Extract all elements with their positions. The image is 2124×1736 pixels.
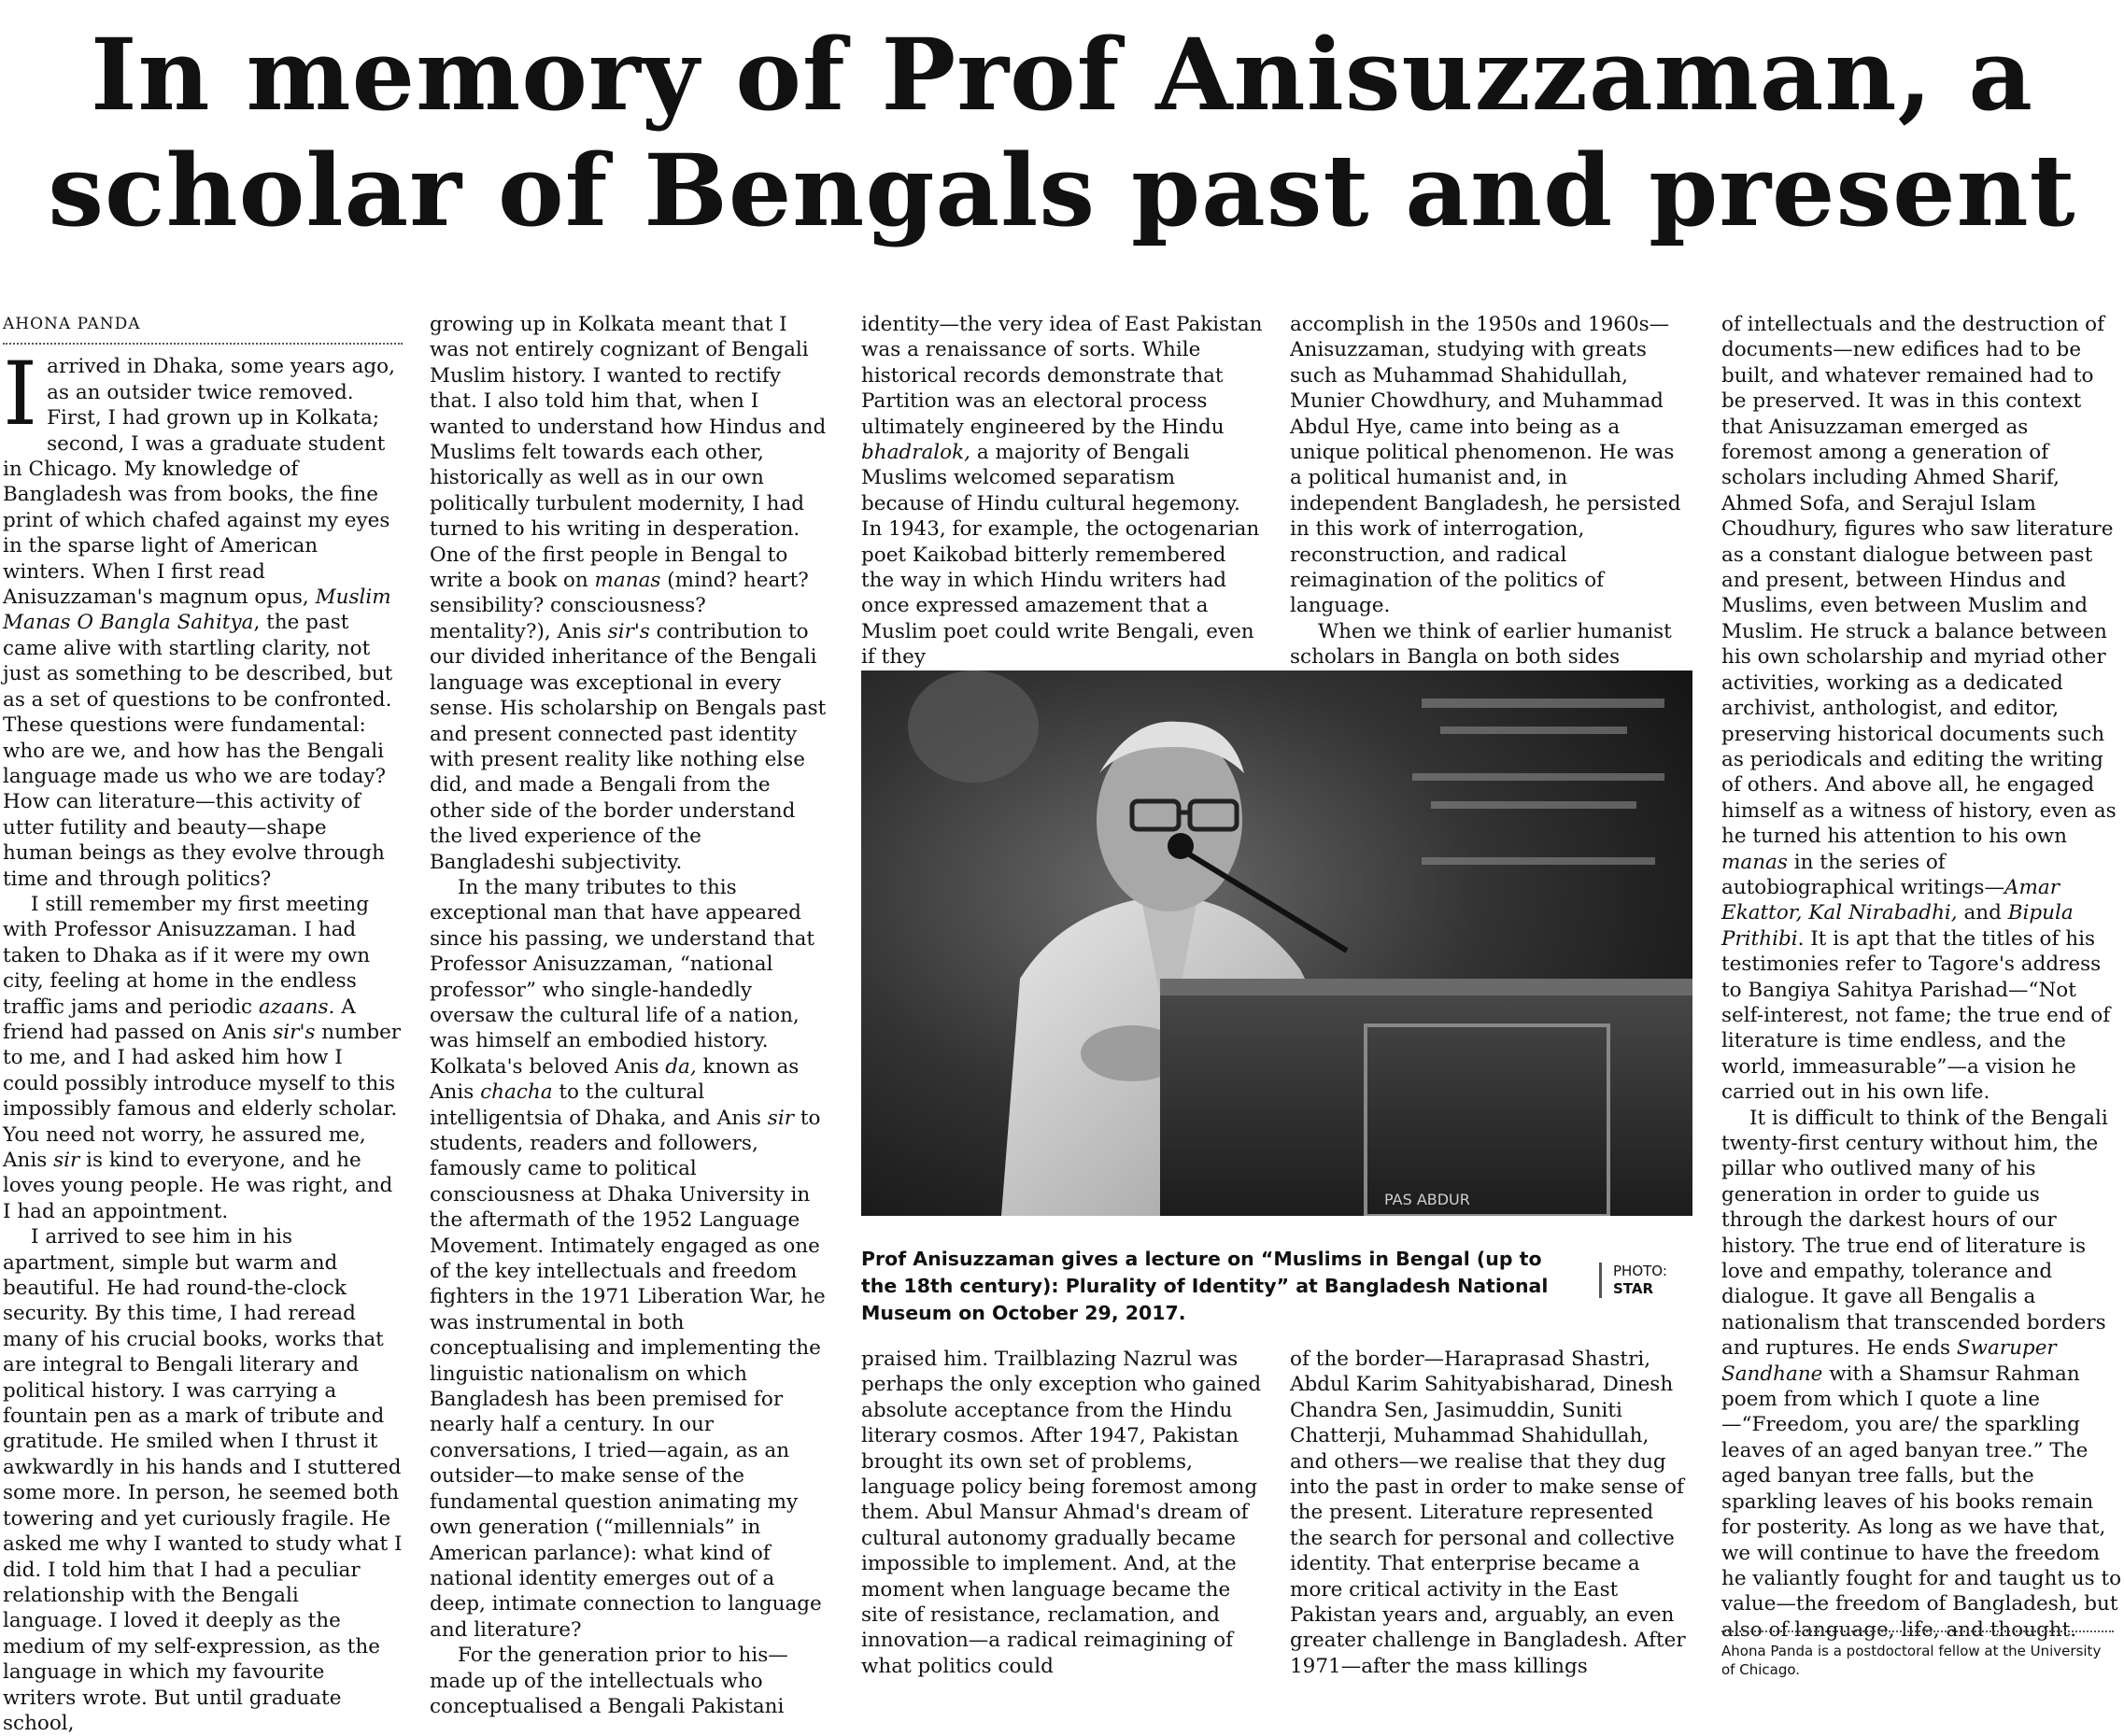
- paragraph: For the generation prior to his—made up of the intellectuals who conceptualised a Bengali Pakistani: [430, 1644, 788, 1718]
- podium-text: PAS ABDUR: [1384, 1191, 1470, 1208]
- drop-cap: I: [3, 344, 38, 446]
- podium-top: [1160, 979, 1692, 995]
- italic-word: sir's: [273, 1020, 316, 1044]
- text-run: known as Anis: [430, 1054, 800, 1105]
- column-3-top: [861, 312, 1263, 670]
- italic-title: Amar Ekattor, Kal Nirabadhi,: [1721, 875, 2060, 925]
- paragraph: [430, 875, 829, 1643]
- text-run: identity—the very idea of East Pakistan was a renaissance of sorts. While historical records demonstrate that Partition was an electoral process ultimately engineered by the Hindu: [861, 313, 1263, 439]
- photo-credit-label: PHOTO:: [1613, 1263, 1667, 1279]
- paragraph: praised him. Trailblazing Nazrul was perhaps the only exception who gained absolute acceptance from the Hindu literary cosmos. After 1947, Pakistan brought its own set of problems, language policy being foremost among them. Abul Mansur Ahmad's dream of cultural autonomy gradually became impossible to implement. And, at the moment when language became the site of resistance, reclamation, and innovation—a radical reimagining of what politics could: [861, 1348, 1262, 1678]
- banner-line: [1422, 857, 1655, 865]
- italic-word: sir: [767, 1106, 794, 1130]
- headline: In memory of Prof Anisuzzaman, a scholar of Bengals past and present: [48, 16, 2076, 248]
- text-run: In the many tributes to this exceptional man that have appeared since his passing, we understand that Professor Anisuzzaman, “national professor” who single-handedly oversaw the cultural life of a nation, was himself an embodied history. Kolkata's beloved Anis: [430, 875, 815, 1079]
- italic-word: sir's: [607, 619, 650, 643]
- text-run: of intellectuals and the destruction of documents—new edifices had to be built, and whatever remained had to be preserved. It was in this context that Anisuzzaman emerged as foremost among a generation of scholars including Ahmed Sharif, Ahmed Sofa, and Serajul Islam Choudhury, figures who saw literature as a constant dialogue between past and present, between Hindus and Muslims, even between Muslim and Muslim. He struck a balance between his own scholarship and myriad other activities, working as a dedicated archivist, anthologist, and editor, preserving historical documents such as periodicals and editing the writing of others. And above all, he engaged himself as a witness of history, even as he turned his attention to his own: [1721, 313, 2117, 849]
- paragraph: I arrived to see him in his apartment, simple but warm and beautiful. He had round-the-clock security. By this time, I had reread many of his crucial books, works that are integral to Bengali literary and political history. I was carrying a fountain pen as a mark of tribute and gratitude. He smiled when I thrust it awkwardly in his hands and I stuttered some more. In person, he seemed both towering and yet curiously fragile. He asked me why I wanted to study what I did. I told him that I had a peculiar relationship with the Bengali language. I loved it deeply as the medium of my self-expression, as the language in which my favourite writers wrote. But until graduate school,: [3, 1225, 403, 1735]
- text-run: arrived in Dhaka, some years ago, as an outsider twice removed. First, I had grown up in Kolkata; second, I was a graduate student in Chicago. My knowledge of Bangladesh was from books, the fine print of which chafed against my eyes in the sparse light of American winters. When I first read Anisuzzaman's magnum opus,: [3, 355, 395, 610]
- banner-line: [1412, 773, 1664, 781]
- italic-word: bhadralok,: [861, 441, 970, 465]
- text-run: (mind? heart? sensibility? consciousness? mentality?), Anis: [430, 569, 809, 643]
- column-5: [1721, 312, 2123, 1643]
- text-run: growing up in Kolkata meant that I was not entirely cognizant of Bengali Muslim history. I wanted to rectify that. I also told him that, when I wanted to understand how Hindus and Muslims felt towards each other, historically as well as in our own politically turbulent modernity, I had turned to his writing in desperation. One of the first people in Bengal to write a book on: [430, 313, 827, 593]
- banner-line: [1422, 699, 1664, 708]
- italic-title: Muslim Manas O Bangla Sahitya: [3, 586, 391, 635]
- paragraph: When we think of earlier humanist scholars in Bangla on both sides: [1290, 619, 1672, 670]
- text-run: with a Shamsur Rahman poem from which I quote a line—“Freedom, you are/ the sparkling leaves of an aged banyan tree.” The aged banyan tree falls, but the sparkling leaves of his books remain for posterity. As long as we have that, we will continue to have the freedom he valiantly fought for and taught us to value—the freedom of Bangladesh, but also of language, life, and thought.: [1721, 1362, 2122, 1642]
- photo-caption: Prof Anisuzzaman gives a lecture on “Muslims in Bengal (up to the 18th century): Plurality of Identity” at Bangladesh National Museum on October 29, 2017.: [861, 1248, 1549, 1324]
- paragraph: [1721, 312, 2123, 1106]
- text-run: is kind to everyone, and he loves young people. He was right, and I had an appointment.: [3, 1149, 393, 1223]
- text-run: contribution to our divided inheritance of the Bengali language was exceptional in every sense. His scholarship on Bengals past and present connected past identity with present reality like nothing else did, and made a Bengali from the other side of the border understand the lived experience of the Bangladeshi subjectivity.: [430, 619, 827, 874]
- paragraph: [3, 344, 403, 892]
- text-run: . It is apt that the titles of his testimonies refer to Tagore's address to Bangiya Sahitya Parishad—“Not self-interest, not fame; the true end of literature is time endless, and the world, immeasurable”—a vision he carried out in his own life.: [1721, 926, 2111, 1105]
- column-2: [430, 312, 829, 1719]
- text-run: a majority of Bengali Muslims welcomed separatism because of Hindu cultural hegemony. In 1943, for example, the octogenarian poet Kaikobad bitterly remembered the way in which Hindu writers had once expressed amazement that a Muslim poet could write Bengali, even if they: [861, 441, 1260, 670]
- photo-credit-name: STAR: [1613, 1280, 1654, 1297]
- text-run: It is difficult to think of the Bengali twenty-first century without him, the pillar who outlived many of his generation in order to guide us through the darkest hours of our history. The true end of literature is love and empathy, tolerance and dialogue. It gave all Bengalis a nationalism that transcended borders and ruptures. He ends: [1721, 1106, 2108, 1361]
- lecture-photo: [861, 670, 1692, 1216]
- italic-word: manas: [1721, 850, 1788, 874]
- column-4-bottom: [1290, 1347, 1692, 1679]
- photo-credit: [1599, 1263, 1706, 1298]
- photo-illustration: [861, 670, 1692, 1216]
- decor-motif: [908, 670, 1039, 783]
- italic-title: Swaruper Sandhane: [1721, 1336, 2057, 1386]
- paragraph: [3, 892, 403, 1224]
- column-1: [3, 312, 403, 1736]
- text-run: and: [1957, 901, 2008, 925]
- author-bio: Ahona Panda is a postdoctoral fellow at the University of Chicago.: [1721, 1630, 2114, 1679]
- italic-word: chacha: [480, 1080, 553, 1105]
- byline: AHONA PANDA: [3, 312, 403, 345]
- column-4-top: [1290, 312, 1692, 670]
- italic-title: Bipula Prithibi: [1721, 901, 2074, 951]
- italic-word: azaans.: [258, 995, 335, 1019]
- text-run: , the past came alive with startling clarity, not just as something to be described, but as a set of questions to be confronted. These questions were fundamental: who are we, and how has the Bengali language made us who we are today? How can literature—this activity of utter futility and beauty—shape human beings as they evolve through time and through politics?: [3, 611, 393, 891]
- banner-line: [1431, 801, 1636, 809]
- paragraph: [430, 312, 829, 875]
- banner-line: [1440, 727, 1627, 734]
- italic-word: da,: [665, 1054, 697, 1079]
- italic-word: manas: [594, 569, 661, 593]
- text-run: number to me, and I had asked him how I could possibly introduce myself to this impossibly famous and elderly scholar. You need not worry, he assured me, Anis: [3, 1020, 402, 1172]
- text-run: to students, readers and followers, famously came to political consciousness at Dhaka University in the aftermath of the 1952 Language Movement. Intimately engaged as one of the key intellectuals and freedom fighters in the 1971 Liberation War, he was instrumental in both conceptualising and implementing the linguistic nationalism on which Bangladesh has been premised for nearly half a century. In our conversations, I tried—again, as an outsider—to make sense of the fundamental question animating my own generation (“millennials” in American parlance): what kind of national identity emerges out of a deep, intimate connection to language and literature?: [430, 1106, 826, 1642]
- text-run: in the series of autobiographical writings—: [1721, 850, 2004, 899]
- column-3-bottom: [861, 1347, 1263, 1679]
- italic-word: sir: [53, 1149, 80, 1172]
- paragraph: [1721, 1106, 2123, 1644]
- podium: [1160, 979, 1692, 1216]
- text-run: A friend had passed on Anis: [3, 995, 356, 1044]
- text-run: I still remember my first meeting with Professor Anisuzzaman. I had taken to Dhaka as if it were my own city, feeling at home in the endless traffic jams and periodic: [3, 892, 371, 1019]
- paragraph: of the border—Haraprasad Shastri, Abdul Karim Sahityabisharad, Dinesh Chandra Sen, Jasimuddin, Suniti Chatterji, Muhammad Shahidullah, and others—we realise that they dug into the past in order to make sense of the present. Literature represented the search for personal and collective identity. That enterprise became a more critical activity in the East Pakistan years and, arguably, an even greater challenge in Bangladesh. After 1971—after the mass killings: [1290, 1348, 1686, 1678]
- text-run: to the cultural intelligentsia of Dhaka, and Anis: [430, 1080, 768, 1130]
- paragraph: accomplish in the 1950s and 1960s—Anisuzzaman, studying with greats such as Muhammad Shahidullah, Munier Chowdhury, and Muhammad Abdul Hye, came into being as a unique political phenomenon. He was a political humanist and, in independent Bangladesh, he persisted in this work of interrogation, reconstruction, and radical reimagination of the politics of language.: [1290, 313, 1681, 618]
- paragraph: [861, 312, 1263, 670]
- microphone-head: [1168, 833, 1194, 859]
